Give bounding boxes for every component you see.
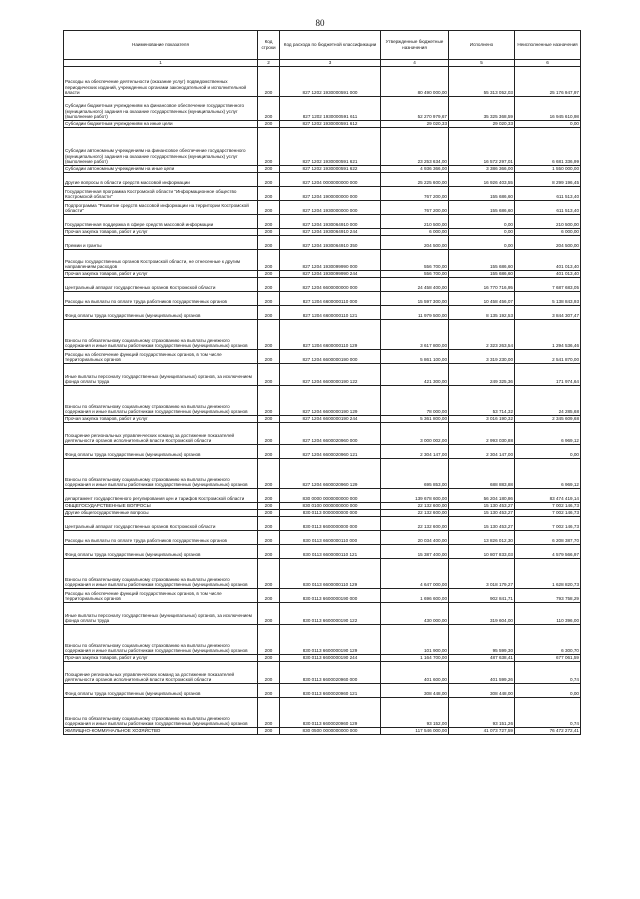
row-executed: 16 926 403,55	[449, 173, 515, 187]
row-line-code: 200	[258, 229, 280, 236]
row-classification-code: 827 1204 6600000190 244	[280, 416, 381, 423]
row-line-code: 200	[258, 250, 280, 271]
row-unexecuted: 611 513,40	[515, 201, 581, 215]
row-unexecuted: 25 176 947,97	[515, 67, 581, 97]
row-classification-code: 830 0000 0000000000 000	[280, 489, 381, 503]
row-classification-code: 830 0113 6600020960 000	[280, 662, 381, 684]
row-executed: 0,00	[449, 215, 515, 229]
row-classification-code: 827 1204 1930099990 000	[280, 250, 381, 271]
table-row	[64, 364, 581, 386]
row-line-code: 200	[258, 531, 280, 545]
row-approved: 22 132 600,00	[381, 503, 449, 510]
row-name: Подпрограмма "Развитие средств массовой информации на территории Костромской области"	[64, 201, 258, 215]
table-row	[64, 459, 581, 489]
row-executed: 0,00	[449, 236, 515, 250]
row-name: Иные выплаты персоналу государственных (муниципальных) органов, за исключением фонда оплаты труда	[64, 603, 258, 625]
table-row	[64, 128, 581, 166]
column-index: 4	[381, 60, 449, 67]
row-name: Взносы по обязательному социальному страхованию на выплаты денежного содержания и иные выплаты работникам государственных (муниципальных) органов	[64, 559, 258, 589]
row-executed: 2 323 263,54	[449, 320, 515, 350]
row-line-code: 200	[258, 236, 280, 250]
table-row	[64, 236, 581, 250]
row-classification-code: 830 0100 0000000000 000	[280, 503, 381, 510]
header-indicator-name: Наименование показателя	[64, 31, 258, 60]
budget-execution-table	[63, 30, 581, 735]
row-line-code: 200	[258, 517, 280, 531]
row-approved: 5 861 100,00	[381, 350, 449, 364]
table-row	[64, 423, 581, 445]
row-name: Центральный аппарат государственных органов Костромской области	[64, 517, 258, 531]
column-index: 1	[64, 60, 258, 67]
row-name: Субсидии автономным учреждениям на иные цели	[64, 166, 258, 173]
row-classification-code: 827 1202 1930000591 612	[280, 121, 381, 128]
row-line-code: 200	[258, 173, 280, 187]
table-row	[64, 489, 581, 503]
row-name: Субсидии бюджетным учреждениям на финансовое обеспечение государственного (муниципального) задания на оказание государственных (муниципальных) услуг (выполнение работ)	[64, 97, 258, 121]
page-number: 80	[315, 18, 325, 28]
table-row	[64, 728, 581, 735]
row-approved: 15 387 400,00	[381, 545, 449, 559]
row-approved: 101 900,00	[381, 625, 449, 655]
row-line-code: 200	[258, 489, 280, 503]
row-executed: 487 638,41	[449, 655, 515, 662]
row-classification-code: 827 1204 6600000190 122	[280, 364, 381, 386]
row-approved: 78 000,00	[381, 386, 449, 416]
row-classification-code: 827 1204 6600000190 000	[280, 350, 381, 364]
row-approved: 139 678 600,00	[381, 489, 449, 503]
table-row	[64, 503, 581, 510]
row-classification-code: 827 1202 1930000591 622	[280, 166, 381, 173]
row-line-code: 200	[258, 306, 280, 320]
row-line-code: 200	[258, 684, 280, 698]
table-row	[64, 97, 581, 121]
row-approved: 401 600,00	[381, 662, 449, 684]
row-unexecuted: 401 013,40	[515, 271, 581, 278]
row-classification-code: 827 1204 6600000000 000	[280, 278, 381, 292]
row-executed: 55 313 052,03	[449, 67, 515, 97]
row-approved: 22 132 600,00	[381, 510, 449, 517]
row-name: Премии и гранты	[64, 236, 258, 250]
row-approved: 5 361 800,00	[381, 416, 449, 423]
row-name: Расходы на выплаты по оплате труда работников государственных органов	[64, 531, 258, 545]
row-approved: 1 696 600,00	[381, 589, 449, 603]
row-unexecuted: 0,74	[515, 698, 581, 728]
row-approved: 80 490 000,00	[381, 67, 449, 97]
header-line-code: Код строки	[258, 31, 280, 60]
row-executed: 3 016 190,32	[449, 416, 515, 423]
row-unexecuted: 401 013,40	[515, 250, 581, 271]
row-line-code: 200	[258, 187, 280, 201]
row-approved: 695 853,00	[381, 459, 449, 489]
row-executed: 15 130 453,27	[449, 510, 515, 517]
table-row	[64, 531, 581, 545]
row-approved: 11 979 500,00	[381, 306, 449, 320]
row-executed: 3 319 230,00	[449, 350, 515, 364]
row-line-code: 200	[258, 503, 280, 510]
row-name: департамент государственного регулирования цен и тарифов Костромской области	[64, 489, 258, 503]
row-unexecuted: 6 300,70	[515, 625, 581, 655]
row-line-code: 200	[258, 364, 280, 386]
row-line-code: 200	[258, 386, 280, 416]
row-unexecuted: 677 061,59	[515, 655, 581, 662]
row-approved: 767 200,00	[381, 201, 449, 215]
row-executed: 35 325 368,59	[449, 97, 515, 121]
row-unexecuted: 4 579 566,97	[515, 545, 581, 559]
row-name: Прочая закупка товаров, работ и услуг	[64, 416, 258, 423]
row-unexecuted: 3 844 307,47	[515, 306, 581, 320]
table-row	[64, 229, 581, 236]
row-executed: 155 686,60	[449, 250, 515, 271]
row-unexecuted: 611 513,40	[515, 187, 581, 201]
table-row	[64, 589, 581, 603]
row-executed: 8 135 192,53	[449, 306, 515, 320]
row-name: Иные выплаты персоналу государственных (муниципальных) органов, за исключением фонда оплаты труда	[64, 364, 258, 386]
row-line-code: 200	[258, 445, 280, 459]
row-name: Фонд оплаты труда государственных (муниципальных) органов	[64, 445, 258, 459]
row-executed: 249 325,36	[449, 364, 515, 386]
row-executed: 56 204 180,86	[449, 489, 515, 503]
row-name: Взносы по обязательному социальному страхованию на выплаты денежного содержания и иные выплаты работникам государственных (муниципальных) органов	[64, 625, 258, 655]
row-line-code: 200	[258, 416, 280, 423]
row-classification-code: 827 1204 1930064910 244	[280, 229, 381, 236]
row-executed: 10 458 456,07	[449, 292, 515, 306]
row-executed: 3 018 179,27	[449, 559, 515, 589]
row-unexecuted: 1 628 820,73	[515, 559, 581, 589]
row-approved: 93 152,00	[381, 698, 449, 728]
row-approved: 24 458 400,00	[381, 278, 449, 292]
row-name: Фонд оплаты труда государственных (муниципальных) органов	[64, 684, 258, 698]
row-name: Расходы государственных органов Костромской области, не отнесенные к другим направлениям расходов	[64, 250, 258, 271]
row-classification-code: 830 0113 6600000190 000	[280, 589, 381, 603]
row-approved: 52 270 979,67	[381, 97, 449, 121]
row-name: Центральный аппарат государственных органов Костромской области	[64, 278, 258, 292]
row-line-code: 200	[258, 589, 280, 603]
row-approved: 204 500,00	[381, 236, 449, 250]
row-line-code: 200	[258, 121, 280, 128]
row-line-code: 200	[258, 271, 280, 278]
row-approved: 421 300,00	[381, 364, 449, 386]
row-name: Поощрение региональных управленческих команд за достижение показателей деятельности органов исполнительной власти Костромской области	[64, 423, 258, 445]
table-row	[64, 698, 581, 728]
row-unexecuted: 6 000,00	[515, 229, 581, 236]
row-unexecuted: 6 969,12	[515, 423, 581, 445]
row-executed: 401 599,26	[449, 662, 515, 684]
table-row	[64, 545, 581, 559]
row-name: Взносы по обязательному социальному страхованию на выплаты денежного содержания и иные выплаты работникам государственных (муниципальных) органов	[64, 698, 258, 728]
row-classification-code: 827 1204 6600000110 000	[280, 292, 381, 306]
row-executed: 3 386 366,00	[449, 166, 515, 173]
row-unexecuted: 5 138 843,93	[515, 292, 581, 306]
row-classification-code: 827 1202 1930000591 611	[280, 97, 381, 121]
row-unexecuted: 16 945 610,98	[515, 97, 581, 121]
row-classification-code: 827 1204 6600020960 129	[280, 459, 381, 489]
row-name: Поощрение региональных управленческих команд за достижение показателей деятельности органов исполнительной власти Костромской области	[64, 662, 258, 684]
table-row	[64, 445, 581, 459]
row-executed: 93 151,26	[449, 698, 515, 728]
row-line-code: 200	[258, 559, 280, 589]
row-classification-code: 827 1202 1930000591 621	[280, 128, 381, 166]
row-executed: 2 304 147,00	[449, 445, 515, 459]
row-approved: 3 617 800,00	[381, 320, 449, 350]
column-index: 5	[449, 60, 515, 67]
row-executed: 0,00	[449, 229, 515, 236]
row-name: Взносы по обязательному социальному страхованию на выплаты денежного содержания и иные выплаты работникам государственных (муниципальных) органов	[64, 459, 258, 489]
row-classification-code: 827 1204 6600020960 121	[280, 445, 381, 459]
row-line-code: 200	[258, 423, 280, 445]
row-unexecuted: 8 299 196,45	[515, 173, 581, 187]
row-classification-code: 827 1204 6600000110 121	[280, 306, 381, 320]
table-row	[64, 166, 581, 173]
row-unexecuted: 1 294 536,46	[515, 320, 581, 350]
row-classification-code: 827 1204 1930064910 350	[280, 236, 381, 250]
row-classification-code: 830 0113 6600000190 129	[280, 625, 381, 655]
row-classification-code: 830 0113 6600000190 122	[280, 603, 381, 625]
column-index: 3	[280, 60, 381, 67]
row-name: ОБЩЕГОСУДАРСТВЕННЫЕ ВОПРОСЫ	[64, 503, 258, 510]
row-executed: 10 807 833,03	[449, 545, 515, 559]
row-name: Субсидии бюджетным учреждениям на иные цели	[64, 121, 258, 128]
table-row	[64, 559, 581, 589]
row-classification-code: 830 0113 6600020960 129	[280, 698, 381, 728]
row-unexecuted: 1 550 000,00	[515, 166, 581, 173]
row-executed: 15 130 453,27	[449, 517, 515, 531]
column-index-row	[64, 60, 581, 67]
row-line-code: 200	[258, 128, 280, 166]
row-classification-code: 830 0113 6600020960 121	[280, 684, 381, 698]
row-classification-code: 830 0113 6600000000 000	[280, 517, 381, 531]
row-executed: 902 841,71	[449, 589, 515, 603]
row-executed: 16 770 716,95	[449, 278, 515, 292]
table-row	[64, 386, 581, 416]
row-line-code: 200	[258, 510, 280, 517]
row-unexecuted: 0,00	[515, 121, 581, 128]
column-index: 6	[515, 60, 581, 67]
row-approved: 23 253 634,00	[381, 128, 449, 166]
row-line-code: 200	[258, 662, 280, 684]
row-line-code: 200	[258, 201, 280, 215]
table-row	[64, 510, 581, 517]
row-approved: 430 000,00	[381, 603, 449, 625]
row-line-code: 200	[258, 292, 280, 306]
row-approved: 767 200,00	[381, 187, 449, 201]
row-classification-code: 830 0113 6600000110 129	[280, 559, 381, 589]
column-index: 2	[258, 60, 280, 67]
row-name: Государственная поддержка в сфере средств массовой информации	[64, 215, 258, 229]
row-executed: 13 826 012,30	[449, 531, 515, 545]
row-line-code: 200	[258, 459, 280, 489]
table-row	[64, 625, 581, 655]
row-classification-code: 827 1204 6600000190 129	[280, 386, 381, 416]
row-approved: 210 500,00	[381, 215, 449, 229]
table-row	[64, 173, 581, 187]
row-classification-code: 827 1204 0000000000 000	[280, 173, 381, 187]
row-unexecuted: 83 474 419,14	[515, 489, 581, 503]
row-approved: 308 448,00	[381, 684, 449, 698]
table-row	[64, 271, 581, 278]
row-line-code: 200	[258, 655, 280, 662]
row-unexecuted: 7 002 146,73	[515, 510, 581, 517]
table-row	[64, 655, 581, 662]
row-approved: 15 597 300,00	[381, 292, 449, 306]
row-classification-code: 830 0113 0000000000 000	[280, 510, 381, 517]
row-classification-code: 827 1202 1930000591 000	[280, 67, 381, 97]
table-row	[64, 684, 581, 698]
row-approved: 4 647 000,00	[381, 559, 449, 589]
row-name: Государственная программа Костромской области "Информационное общество Костромской области"	[64, 187, 258, 201]
row-line-code: 200	[258, 278, 280, 292]
row-name: Другие вопросы в области средств массовой информации	[64, 173, 258, 187]
row-approved: 556 700,00	[381, 271, 449, 278]
row-executed: 2 993 030,88	[449, 423, 515, 445]
header-approved: Утвержденные бюджетные назначения	[381, 31, 449, 60]
row-unexecuted: 793 758,29	[515, 589, 581, 603]
row-name: ЖИЛИЩНО-КОММУНАЛЬНОЕ ХОЗЯЙСТВО	[64, 728, 258, 735]
row-approved: 22 132 600,00	[381, 517, 449, 531]
table-row	[64, 320, 581, 350]
row-line-code: 200	[258, 545, 280, 559]
table-row	[64, 292, 581, 306]
row-unexecuted: 2 541 870,00	[515, 350, 581, 364]
row-line-code: 200	[258, 728, 280, 735]
table-row	[64, 121, 581, 128]
row-line-code: 200	[258, 67, 280, 97]
row-name: Взносы по обязательному социальному страхованию на выплаты денежного содержания и иные выплаты работникам государственных (муниципальных) органов	[64, 320, 258, 350]
row-executed: 155 686,60	[449, 201, 515, 215]
row-approved: 117 546 000,00	[381, 728, 449, 735]
table-row	[64, 278, 581, 292]
row-classification-code: 827 1204 6600020960 000	[280, 423, 381, 445]
row-unexecuted: 171 974,64	[515, 364, 581, 386]
table-row	[64, 187, 581, 201]
table-row	[64, 350, 581, 364]
row-approved: 20 034 400,00	[381, 531, 449, 545]
row-name: Расходы на обеспечение функций государственных органов, в том числе территориальных органов	[64, 589, 258, 603]
row-name: Взносы по обязательному социальному страхованию на выплаты денежного содержания и иные выплаты работникам государственных (муниципальных) органов	[64, 386, 258, 416]
row-executed: 155 686,60	[449, 187, 515, 201]
row-approved: 1 164 700,00	[381, 655, 449, 662]
row-unexecuted: 76 472 272,41	[515, 728, 581, 735]
row-executed: 155 686,60	[449, 271, 515, 278]
row-name: Прочая закупка товаров, работ и услуг	[64, 271, 258, 278]
row-line-code: 200	[258, 698, 280, 728]
row-unexecuted: 0,74	[515, 662, 581, 684]
row-executed: 16 572 297,01	[449, 128, 515, 166]
row-unexecuted: 2 345 609,68	[515, 416, 581, 423]
table-row	[64, 67, 581, 97]
table-row	[64, 250, 581, 271]
table-row	[64, 517, 581, 531]
table-body	[64, 67, 581, 735]
row-unexecuted: 0,00	[515, 684, 581, 698]
row-line-code: 200	[258, 603, 280, 625]
row-classification-code: 830 0113 6600000110 121	[280, 545, 381, 559]
row-line-code: 200	[258, 320, 280, 350]
row-approved: 3 000 002,00	[381, 423, 449, 445]
row-executed: 15 130 453,27	[449, 503, 515, 510]
row-name: Расходы на обеспечение функций государственных органов, в том числе территориальных органов	[64, 350, 258, 364]
row-classification-code: 830 0113 6600000190 244	[280, 655, 381, 662]
row-line-code: 200	[258, 625, 280, 655]
row-executed: 319 604,00	[449, 603, 515, 625]
row-classification-code: 830 0113 6600000110 000	[280, 531, 381, 545]
row-approved: 6 000,00	[381, 229, 449, 236]
table-row	[64, 662, 581, 684]
row-name: Другие общегосударственные вопросы	[64, 510, 258, 517]
table-header-row	[64, 31, 581, 60]
row-executed: 95 599,30	[449, 625, 515, 655]
table-row	[64, 201, 581, 215]
row-executed: 41 073 727,59	[449, 728, 515, 735]
row-unexecuted: 204 500,00	[515, 236, 581, 250]
header-unexecuted: Неисполненные назначения	[515, 31, 581, 60]
row-name: Прочая закупка товаров, работ и услуг	[64, 229, 258, 236]
row-unexecuted: 7 002 146,73	[515, 503, 581, 510]
row-classification-code: 830 0500 0000000000 000	[280, 728, 381, 735]
row-name: Фонд оплаты труда государственных (муниципальных) органов	[64, 545, 258, 559]
row-name: Расходы на обеспечение деятельности (оказание услуг) подведомственных периодических изданий, учрежденных органами законодательной и исполнительной власти	[64, 67, 258, 97]
row-name: Расходы на выплаты по оплате труда работников государственных органов	[64, 292, 258, 306]
row-classification-code: 827 1204 1930099990 244	[280, 271, 381, 278]
row-unexecuted: 110 396,00	[515, 603, 581, 625]
row-unexecuted: 6 969,12	[515, 459, 581, 489]
row-approved: 556 700,00	[381, 250, 449, 271]
table-row	[64, 603, 581, 625]
row-classification-code: 827 1204 1930064910 000	[280, 215, 381, 229]
row-approved: 29 020,33	[381, 121, 449, 128]
row-approved: 4 936 366,00	[381, 166, 449, 173]
row-unexecuted: 0,00	[515, 445, 581, 459]
row-unexecuted: 210 500,00	[515, 215, 581, 229]
row-classification-code: 827 1204 1930000000 000	[280, 201, 381, 215]
row-name: Фонд оплаты труда государственных (муниципальных) органов	[64, 306, 258, 320]
row-unexecuted: 24 285,68	[515, 386, 581, 416]
row-executed: 308 448,00	[449, 684, 515, 698]
row-unexecuted: 6 681 336,99	[515, 128, 581, 166]
header-classification-code: Код расхода по бюджетной классификации	[280, 31, 381, 60]
row-approved: 25 225 600,00	[381, 173, 449, 187]
header-executed: Исполнено	[449, 31, 515, 60]
row-approved: 2 304 147,00	[381, 445, 449, 459]
row-name: Прочая закупка товаров, работ и услуг	[64, 655, 258, 662]
table-row	[64, 416, 581, 423]
row-line-code: 200	[258, 97, 280, 121]
row-classification-code: 827 1204 6600000110 129	[280, 320, 381, 350]
row-line-code: 200	[258, 166, 280, 173]
row-executed: 688 883,88	[449, 459, 515, 489]
row-executed: 29 020,33	[449, 121, 515, 128]
row-name: Субсидии автономным учреждениям на финансовое обеспечение государственного (муниципального) задания на оказание государственных (муниципальных) услуг (выполнение работ)	[64, 128, 258, 166]
row-line-code: 200	[258, 215, 280, 229]
row-unexecuted: 7 002 146,73	[515, 517, 581, 531]
row-line-code: 200	[258, 350, 280, 364]
row-unexecuted: 6 208 387,70	[515, 531, 581, 545]
row-unexecuted: 7 687 683,05	[515, 278, 581, 292]
table-row	[64, 215, 581, 229]
row-executed: 53 714,32	[449, 386, 515, 416]
table-row	[64, 306, 581, 320]
row-classification-code: 827 1204 1900000000 000	[280, 187, 381, 201]
